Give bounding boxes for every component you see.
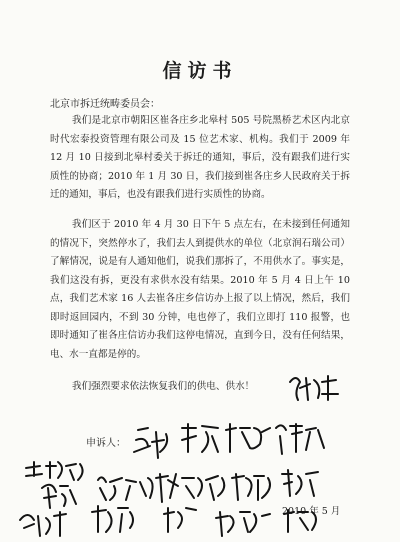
handwritten-signature — [156, 474, 224, 502]
handwritten-signature — [92, 506, 133, 532]
letter-addressee: 北京市拆迁统畴委员会： — [50, 99, 160, 110]
handwritten-signature — [226, 424, 270, 452]
handwritten-signature — [232, 474, 270, 500]
letter-title: 信访书 — [162, 60, 238, 82]
handwritten-signature — [164, 508, 196, 532]
letter-paragraph: 我们是北京市朝阳区崔各庄乡北皋村 505 号院黑桥艺术区内北京时代宏泰投资管理有限公司及 15 位艺术家、机构。我们于 2009 年 12 月 10 日接到北皋村委关于拆迁的通知，事后，没有跟我们进行实质性的协商；2010 年 1 月 30 日，我们接到崔各庄乡人民政府关于拆迁的通知，事后，也没有跟我们进行实质性的协商。 — [50, 115, 350, 200]
letter-date: 2010 年 5 月 — [282, 506, 341, 517]
signature-label: 申诉人： — [86, 438, 126, 449]
handwritten-signature — [42, 485, 76, 508]
handwritten-signature — [182, 424, 218, 452]
letter-paragraph: 我们强烈要求依法恢复我们的供电、供水！ — [72, 381, 255, 392]
handwritten-signature — [98, 477, 153, 500]
handwritten-signature — [216, 512, 270, 536]
handwritten-signature — [26, 462, 83, 480]
handwritten-signature — [276, 424, 324, 454]
handwritten-signature — [134, 428, 167, 458]
handwritten-signature — [282, 470, 318, 496]
handwritten-signature — [20, 512, 66, 536]
letter-paragraph: 我们区于 2010 年 4 月 30 日下午 5 点左右，在未接到任何通知的情况下，突然停水了，我们去人到提供水的单位（北京润石瑞公司）了解情况，说是有人通知他们，说我们那拆了，不用供水了。事实是，我们这没有拆，更没有求供水没有结果。2010 年 5 月 4 日上午 10 点，我们艺术家 16 人去崔各庄乡信访办上报了以上情况，然后，我们即时返回园内，不到 30 分钟，电也停了，我们立即打 110 报警，也即时通知了崔各庄信访办我们这停电情况，直到今日，没有任何结果，电、水一直都是停的。 — [50, 219, 350, 360]
